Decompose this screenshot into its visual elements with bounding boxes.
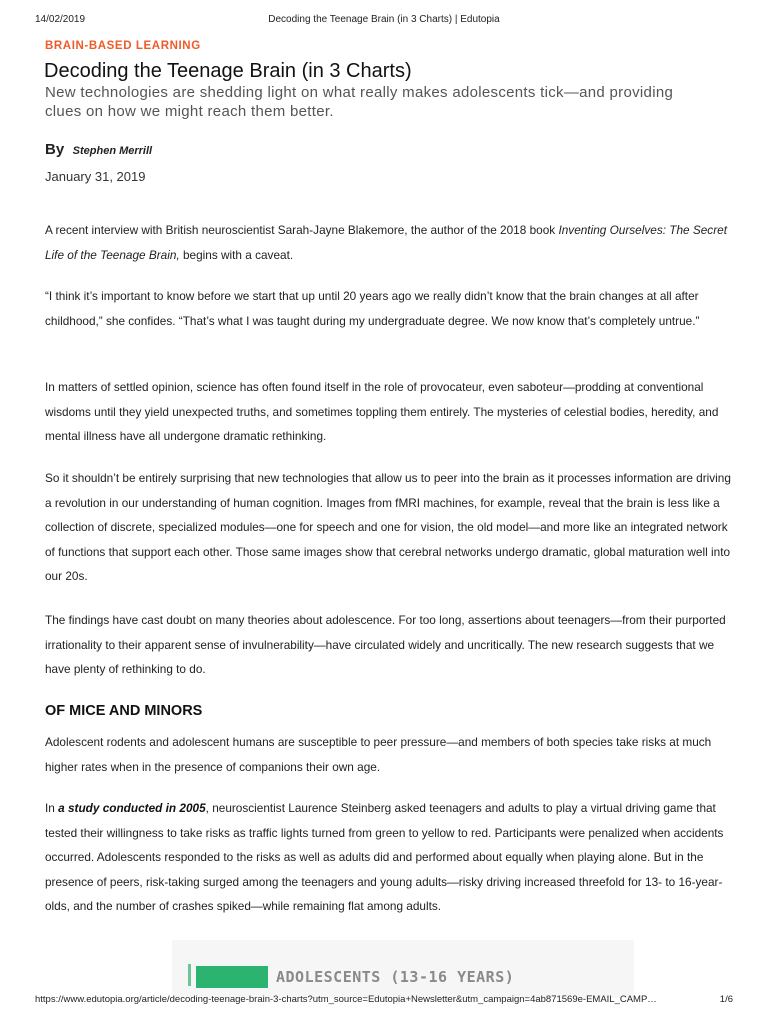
article-category[interactable]: BRAIN-BASED LEARNING bbox=[45, 40, 201, 52]
paragraph-new-technologies: So it shouldn’t be entirely surprising that new technologies that allow us to peer into the brain as it processes information are driving a revolution in our understanding of human cognition. Images from fMRI machines, for example, reveal that the brain is less like a collection of discrete, specialized modules—one for speech and one for vision, the old model—and more like an integrated network of functions that support each other. Those same images show that cerebral networks undergo dramatic, global maturation well into our 20s. bbox=[45, 471, 731, 584]
article-subtitle: New technologies are shedding light on what really makes adolescents tick—and providing clues on how we might reach them better. bbox=[45, 84, 674, 120]
chart-legend-swatch bbox=[196, 966, 268, 988]
paragraph-intro-text-2: begins with a caveat. bbox=[179, 247, 294, 262]
paragraph-intro-text-1: A recent interview with British neuroscientist Sarah-Jayne Blakemore, the author of the 2018 book bbox=[45, 223, 559, 237]
byline bbox=[45, 141, 152, 159]
print-header bbox=[35, 14, 733, 28]
section-heading: OF MICE AND MINORS bbox=[45, 703, 203, 719]
book-title: Inventing Ourselves: The Secret Life of the Teenage Brain, bbox=[45, 223, 727, 262]
paragraph-study-text-2: , neuroscientist Laurence Steinberg asked teenagers and adults to play a virtual driving game that tested their willingness to take risks as traffic lights turned from green to yellow to red. Participants were penalized when accidents occurred. Adolescents responded to the risks as well as adults did and performed about equally when playing alone. But in the presence of peers, risk-taking surged among the teenagers and young adults—risky driving increased threefold for 13- to 16-year-olds, and the number of crashes spiked—while remaining flat among adults. bbox=[45, 801, 724, 914]
paragraph-study-text-1: In bbox=[45, 801, 59, 815]
paragraph-findings: The findings have cast doubt on many theories about adolescence. For too long, assertions about teenagers—from their purported irrationality to their apparent sense of invulnerability—have circulated widely and uncritically. The new research suggests that we have plenty of rethinking to do. bbox=[45, 613, 726, 677]
paragraph-study bbox=[45, 796, 735, 919]
chart-rule bbox=[188, 964, 191, 986]
publish-date: January 31, 2019 bbox=[45, 169, 146, 184]
author-name[interactable]: Stephen Merrill bbox=[72, 145, 153, 157]
print-document-title: Decoding the Teenage Brain (in 3 Charts) | Edutopia bbox=[268, 14, 500, 25]
chart-legend-label: ADOLESCENTS (13-16 YEARS) bbox=[276, 968, 515, 986]
print-date: 14/02/2019 bbox=[35, 14, 86, 25]
page-url: https://www.edutopia.org/article/decoding-teenage-brain-3-charts?utm_source=Edutopia+Newsletter&utm_campaign=4ab871569e-EMAIL_CAMP… bbox=[35, 994, 657, 1005]
page-number: 1/6 bbox=[719, 994, 733, 1005]
paragraph-intro bbox=[45, 218, 735, 267]
article-title: Decoding the Teenage Brain (in 3 Charts) bbox=[44, 60, 412, 82]
paragraph-peer-pressure: Adolescent rodents and adolescent humans are susceptible to peer pressure—and members of both species take risks at much higher rates when in the presence of companions their own age. bbox=[45, 735, 712, 774]
byline-prefix: By bbox=[45, 141, 65, 158]
study-2005-link[interactable]: a study conducted in 2005 bbox=[58, 801, 206, 815]
chart-image-preview bbox=[172, 940, 634, 998]
paragraph-settled-opinion: In matters of settled opinion, science has often found itself in the role of provocateur, even saboteur—prodding at conventional wisdoms until they yield unexpected truths, and sometimes toppling them entirely. The mysteries of celestial bodies, heredity, and mental illness have all undergone dramatic rethinking. bbox=[45, 380, 719, 444]
print-footer bbox=[35, 994, 733, 1008]
paragraph-quote: “I think it’s important to know before we start that up until 20 years ago we really didn’t know that the brain changes at all after childhood,” she confides. “That’s what I was taught during my undergraduate degree. We now know that’s completely untrue.” bbox=[45, 289, 700, 328]
